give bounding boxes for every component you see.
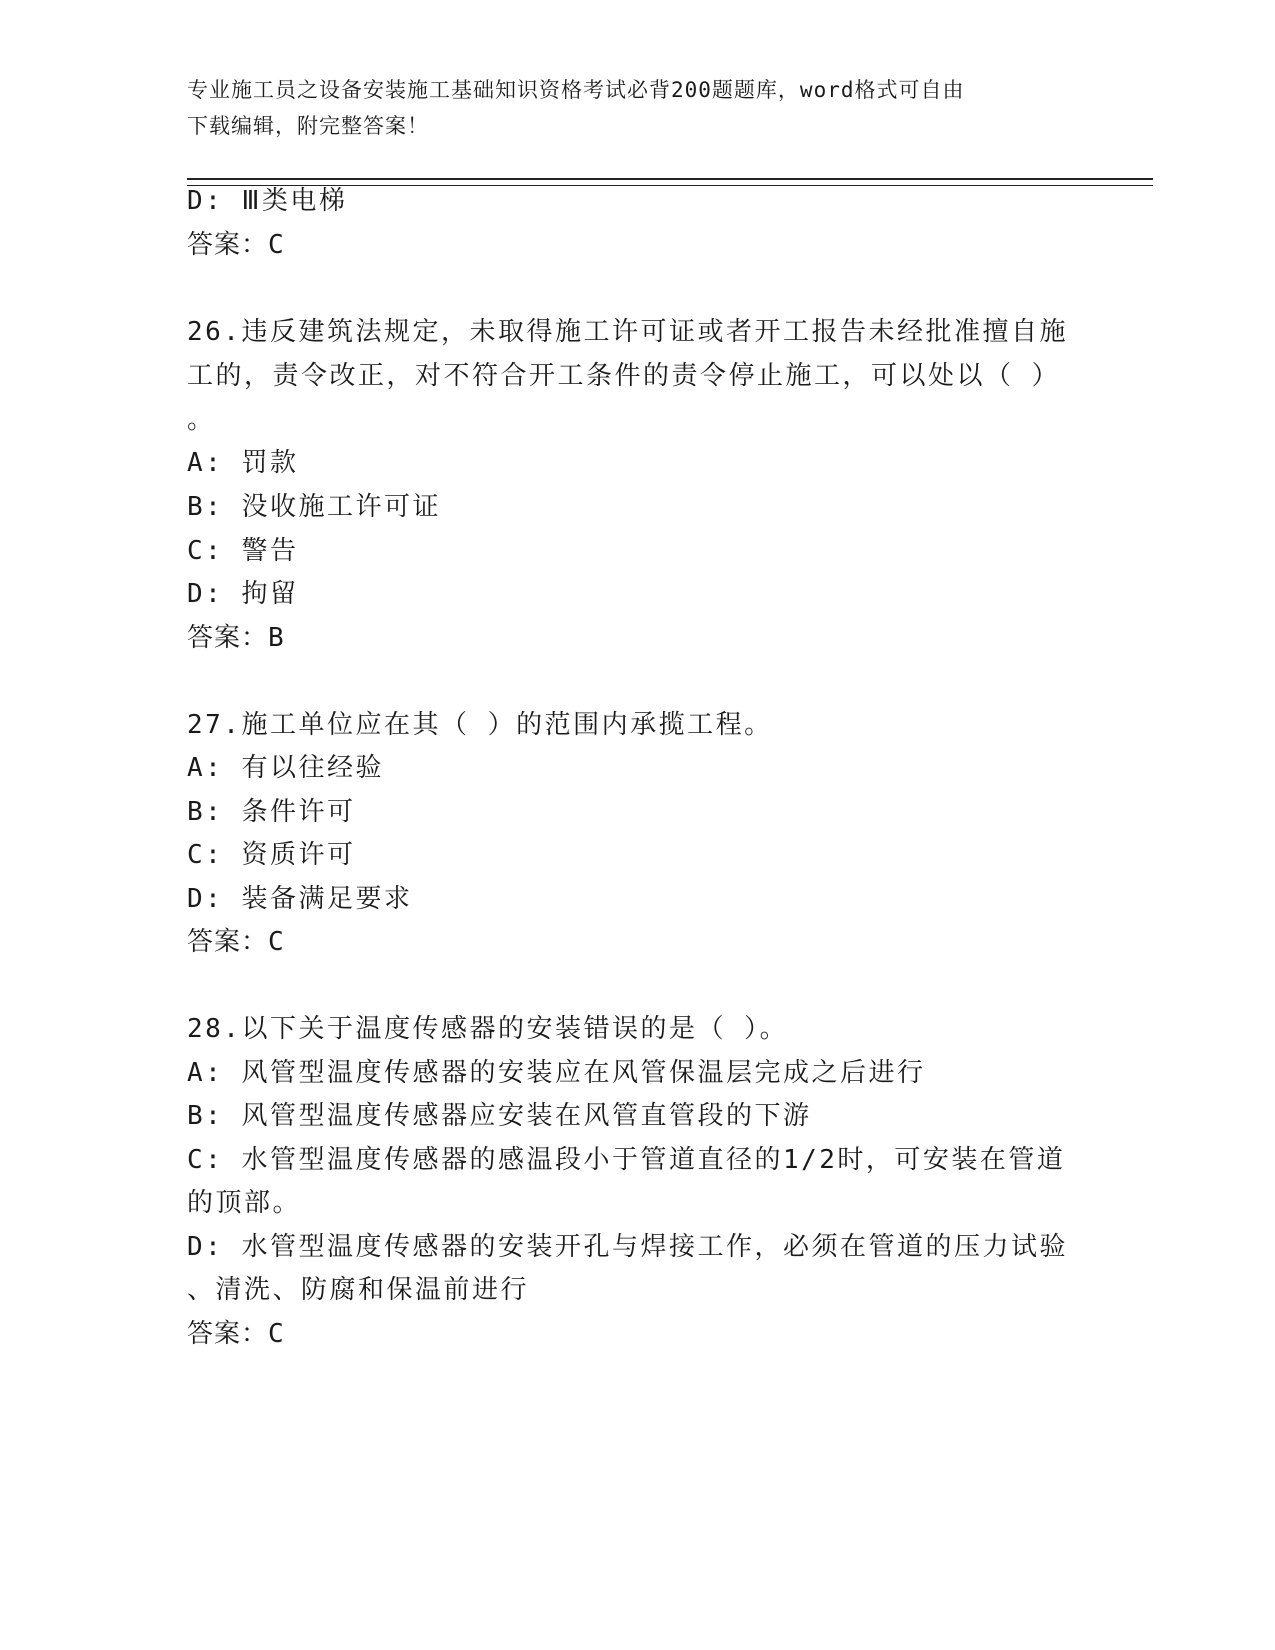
question-27-option-a: A: 有以往经验 — [187, 753, 384, 783]
answer-label: 答案： — [187, 927, 269, 957]
question-28-answer — [187, 1311, 285, 1357]
header-title-line-2: 下载编辑，附完整答案！ — [187, 114, 429, 138]
question-26-stem-line-1: 26.违反建筑法规定，未取得施工许可证或者开工报告未经批准擅自施 — [187, 317, 1068, 347]
question-28-option-d-line-1: D: 水管型温度传感器的安装开孔与焊接工作，必须在管道的压力试验 — [187, 1232, 1068, 1262]
question-26-stem-line-2: 工的，责令改正，对不符合开工条件的责令停止施工，可以处以（ ） — [187, 361, 1061, 391]
prev-question-option-d: D: Ⅲ类电梯 — [187, 186, 348, 216]
question-28-option-c-line-2: 的顶部。 — [187, 1188, 302, 1218]
question-27-stem: 27.施工单位应在其（ ）的范围内承揽工程。 — [187, 710, 773, 740]
answer-value: B — [268, 623, 285, 653]
question-26-option-d: D: 拘留 — [187, 579, 299, 609]
question-28-option-a: A: 风管型温度传感器的安装应在风管保温层完成之后进行 — [187, 1058, 926, 1088]
prev-question-answer — [187, 222, 285, 268]
question-27-option-b: B: 条件许可 — [187, 797, 356, 827]
answer-value: C — [268, 230, 285, 260]
question-26-option-b: B: 没收施工许可证 — [187, 492, 441, 522]
question-28-option-b: B: 风管型温度传感器应安装在风管直管段的下游 — [187, 1101, 812, 1131]
document-header — [187, 72, 1067, 144]
question-26-option-a: A: 罚款 — [187, 448, 299, 478]
question-26-option-c: C: 警告 — [187, 536, 299, 566]
question-26-answer — [187, 615, 285, 661]
question-27-option-d: D: 装备满足要求 — [187, 884, 413, 914]
question-28-stem: 28.以下关于温度传感器的安装错误的是（ ）。 — [187, 1014, 789, 1044]
question-28-option-d-line-2: 、清洗、防腐和保温前进行 — [187, 1275, 530, 1305]
answer-value: C — [268, 1319, 285, 1349]
question-27-option-c: C: 资质许可 — [187, 840, 356, 870]
answer-label: 答案： — [187, 230, 269, 260]
answer-label: 答案： — [187, 1319, 269, 1349]
question-26-stem-line-3: 。 — [187, 405, 216, 435]
answer-value: C — [268, 927, 285, 957]
answer-label: 答案： — [187, 623, 269, 653]
question-27-answer — [187, 919, 285, 965]
header-title-line-1: 专业施工员之设备安装施工基础知识资格考试必背200题题库，word格式可自由 — [187, 78, 965, 102]
question-28-option-c-line-1: C: 水管型温度传感器的感温段小于管道直径的1/2时，可安装在管道 — [187, 1145, 1066, 1175]
